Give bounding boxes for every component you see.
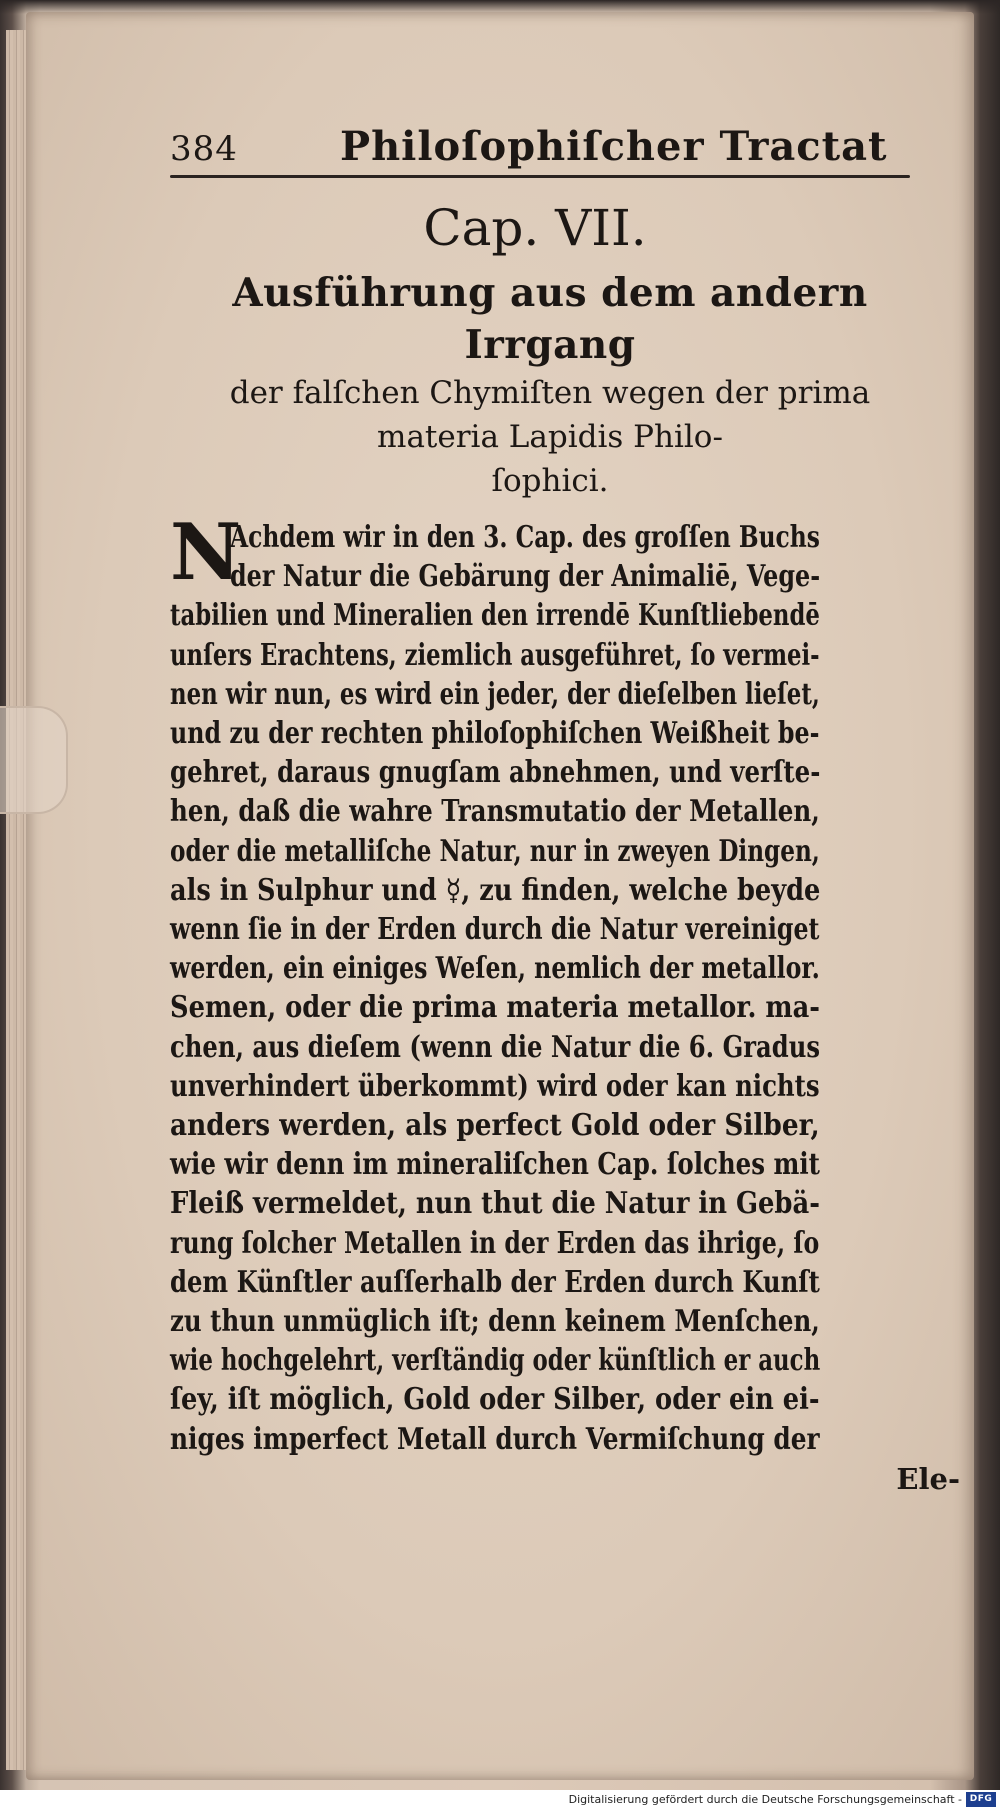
page-content: [170, 115, 960, 1499]
section-title-line: der falſchen Chymiſten wegen der prima: [229, 375, 871, 411]
body-line: wie wir denn im mineraliſchen Cap. ſolches mit: [170, 1146, 820, 1182]
body-line: nen wir nun, es wird ein jeder, der dieſelben lieſet,: [170, 675, 820, 711]
body-line: gehret, daraus gnugſam abnehmen, und verſte-: [170, 754, 821, 790]
section-title: [170, 267, 960, 503]
body-line: dem Künſtler auſſerhalb der Erden durch Kunſt: [170, 1263, 820, 1299]
section-title-line: materia Lapidis Philo-: [377, 419, 723, 455]
body-line: Achdem wir in den 3. Cap. des groſſen Buchs: [230, 519, 820, 554]
drop-cap: N: [170, 507, 242, 598]
page-header: [170, 115, 960, 177]
header-rule: [170, 175, 910, 178]
footer-bar: [0, 1790, 1000, 1810]
body-line: chen, aus dieſem (wenn die Natur die 6. Gradus: [170, 1028, 821, 1064]
page-number: 384: [170, 129, 238, 169]
dfg-logo[interactable]: DFG: [966, 1792, 996, 1807]
body-line: rung ſolcher Metallen in der Erden das ihrige, ſo: [170, 1224, 820, 1260]
catchword: Ele-: [896, 1461, 960, 1496]
body-line: als in Sulphur und ☿, zu finden, welche beyde: [170, 871, 821, 907]
body-line: der Natur die Gebärung der Animaliē, Vege-: [230, 558, 821, 594]
body-line: werden, ein einiges Weſen, nemlich der metallor.: [170, 950, 820, 986]
body-line: und zu der rechten philoſophiſchen Weißheit be-: [170, 715, 820, 751]
body-line: tabilien und Mineralien den irrendē Kunſtliebendē: [170, 597, 820, 633]
page-edges: [6, 30, 26, 1770]
page-tab-mark: [0, 706, 68, 814]
body-line: wie hochgelehrt, verſtändig oder künſtlich er auch: [170, 1342, 821, 1378]
body-line: oder die metalliſche Natur, nur in zweyen Dingen,: [170, 832, 820, 868]
body-line: hen, daß die wahre Transmutatio der Metallen,: [170, 793, 820, 829]
body-line: ſey, iſt möglich, Gold oder Silber, oder ein ei-: [170, 1381, 820, 1417]
running-title: Philoſophiſcher Tractat: [340, 123, 888, 170]
body-line: Fleiß vermeldet, nun thut die Natur in Gebä-: [170, 1185, 820, 1221]
body-line: Semen, oder die prima materia metallor. ma-: [170, 989, 820, 1025]
section-title-line: ſophici.: [491, 463, 609, 499]
body-line: niges imperfect Metall durch Vermiſchung der: [170, 1420, 820, 1456]
body-line: anders werden, als perfect Gold oder Silber,: [170, 1107, 820, 1143]
body-line: unſers Erachtens, ziemlich ausgeführet, ſo vermei-: [170, 636, 820, 672]
body-text: [170, 507, 960, 1499]
footer-credit: Digitalisierung gefördert durch die Deutsche Forschungsgemeinschaft -: [568, 1793, 962, 1806]
section-title-line: Ausführung aus dem andern Irrgang: [232, 270, 868, 368]
chapter-heading: Cap. VII.: [423, 199, 647, 257]
body-line: zu thun unmüglich iſt; denn keinem Menſchen,: [170, 1303, 820, 1339]
body-line: unverhindert überkommt) wird oder kan nichts: [170, 1067, 820, 1103]
body-line: wenn ſie in der Erden durch die Natur vereiniget: [170, 911, 820, 947]
